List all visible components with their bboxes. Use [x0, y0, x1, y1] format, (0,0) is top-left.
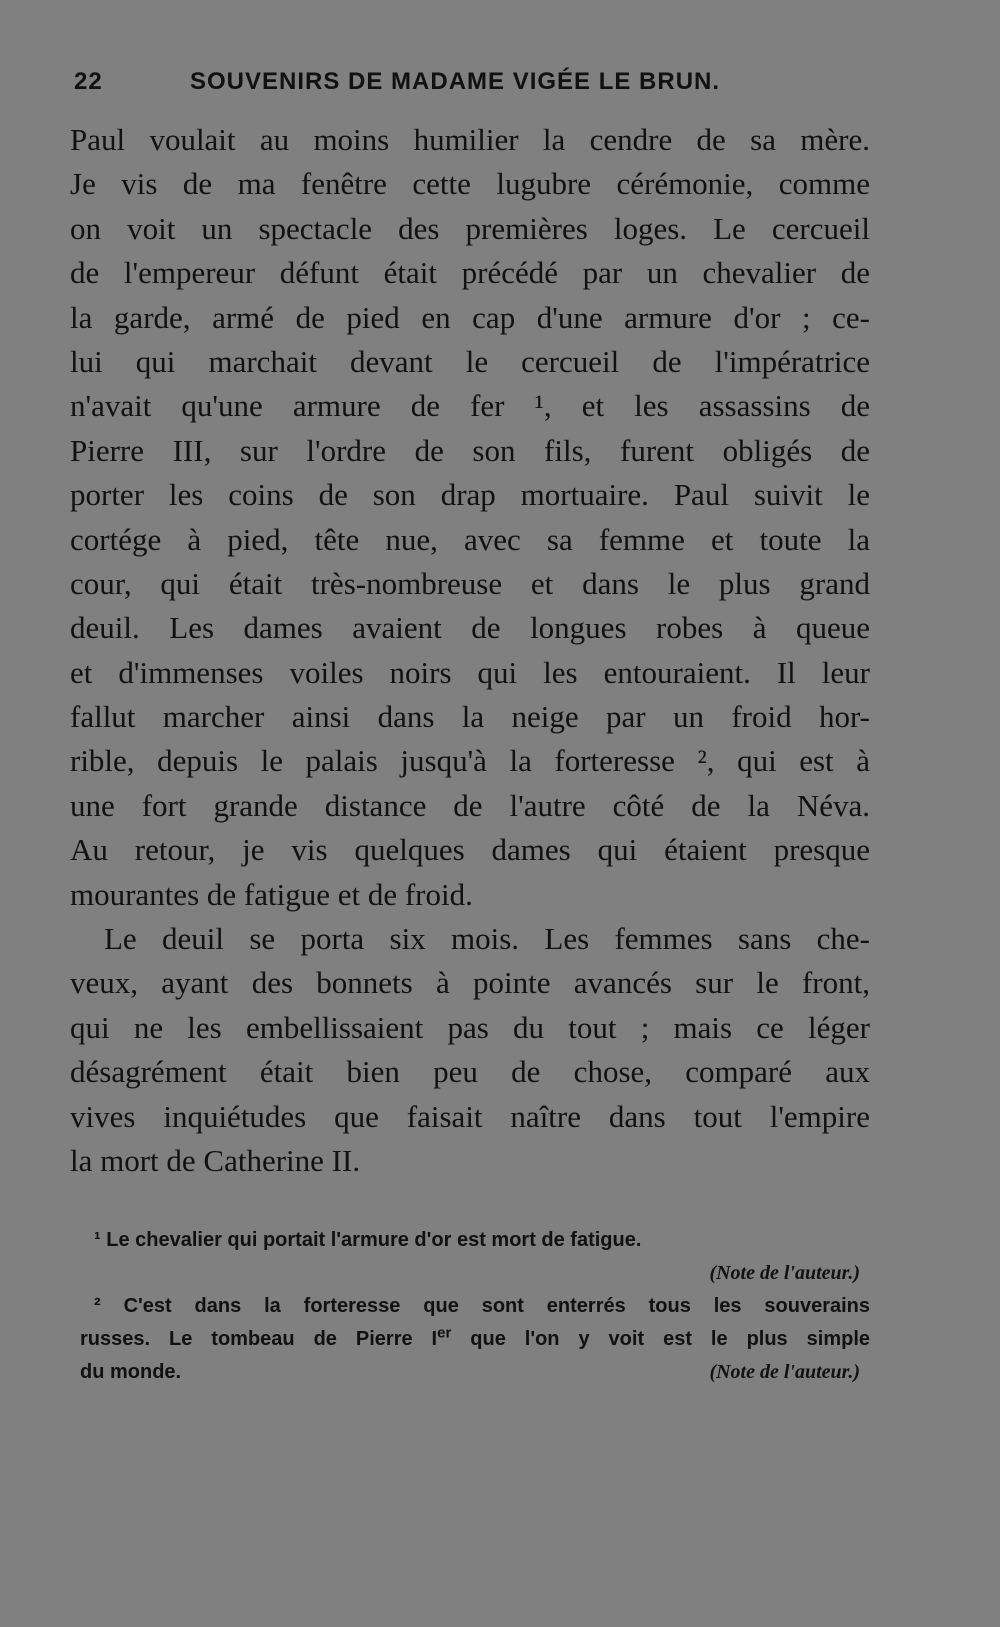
- footnote-marker: ¹: [94, 1229, 101, 1251]
- footnote-marker: ²: [94, 1295, 101, 1317]
- text-line: désagrément était bien peu de chose, comparé aux: [70, 1054, 870, 1090]
- text-line: fallut marcher ainsi dans la neige par un froid hor-: [70, 699, 870, 735]
- text-line: Paul voulait au moins humilier la cendre de sa mère.: [70, 122, 870, 157]
- footnote-attribution: (Note de l'auteur.): [709, 1361, 860, 1383]
- footnote-line: [80, 1356, 870, 1389]
- superscript: er: [437, 1324, 452, 1342]
- text-line: qui ne les embellissaient pas du tout ; mais ce léger: [70, 1009, 870, 1045]
- footnote-text: C'est dans la forteresse que sont enterrés tous les souverains: [123, 1295, 871, 1317]
- text-line: veux, ayant des bonnets à pointe avancés sur le front,: [70, 965, 870, 1001]
- book-title: SOUVENIRS DE MADAME VIGÉE LE BRUN.: [190, 68, 721, 95]
- text-line: rible, depuis le palais jusqu'à la forteresse ², qui est à: [70, 743, 870, 779]
- text-line: la mort de Catherine II.: [70, 1142, 361, 1178]
- text-line: la garde, armé de pied en cap d'une armure d'or ; ce-: [70, 299, 870, 335]
- footnote-text: du monde.: [80, 1361, 182, 1383]
- text-line: vives inquiétudes que faisait naître dans tout l'empire: [70, 1098, 870, 1134]
- text-line: Au retour, je vis quelques dames qui étaient presque: [70, 832, 870, 868]
- text-line: on voit un spectacle des premières loges. Le cercueil: [70, 210, 870, 246]
- text-line: cortége à pied, tête nue, avec sa femme et toute la: [70, 521, 870, 557]
- text-line: mourantes de fatigue et de froid.: [70, 876, 473, 912]
- footnote-text: que l'on y voit est le plus simple: [451, 1328, 870, 1350]
- text-line: n'avait qu'une armure de fer ¹, et les assassins de: [70, 388, 870, 424]
- footnotes: [80, 1224, 870, 1389]
- text-line: Je vis de ma fenêtre cette lugubre cérémonie, comme: [70, 166, 870, 202]
- footnote-2: [80, 1290, 870, 1323]
- text-line: lui qui marchait devant le cercueil de l'impératrice: [70, 343, 870, 379]
- page-number: 22: [74, 68, 103, 95]
- footnote-line: [80, 1323, 870, 1356]
- footnote-attribution: (Note de l'auteur.): [709, 1262, 860, 1284]
- text-line: de l'empereur défunt était précédé par un chevalier de: [70, 255, 870, 291]
- text-line: et d'immenses voiles noirs qui les entouraient. Il leur: [70, 654, 870, 690]
- text-line: porter les coins de son drap mortuaire. Paul suivit le: [70, 477, 870, 513]
- text-line: deuil. Les dames avaient de longues robes à queue: [70, 610, 870, 646]
- footnote-1: [80, 1224, 870, 1257]
- text-line: cour, qui était très-nombreuse et dans le plus grand: [70, 565, 870, 601]
- running-head: [74, 68, 874, 108]
- text-line: Pierre III, sur l'ordre de son fils, furent obligés de: [70, 432, 870, 468]
- main-text: [70, 118, 870, 1183]
- text-line: Le deuil se porta six mois. Les femmes sans che-: [104, 921, 870, 957]
- footnote-text: russes. Le tombeau de Pierre I: [80, 1328, 438, 1350]
- text-line: une fort grande distance de l'autre côté de la Néva.: [70, 787, 870, 823]
- footnote-text: Le chevalier qui portait l'armure d'or est mort de fatigue.: [106, 1229, 642, 1251]
